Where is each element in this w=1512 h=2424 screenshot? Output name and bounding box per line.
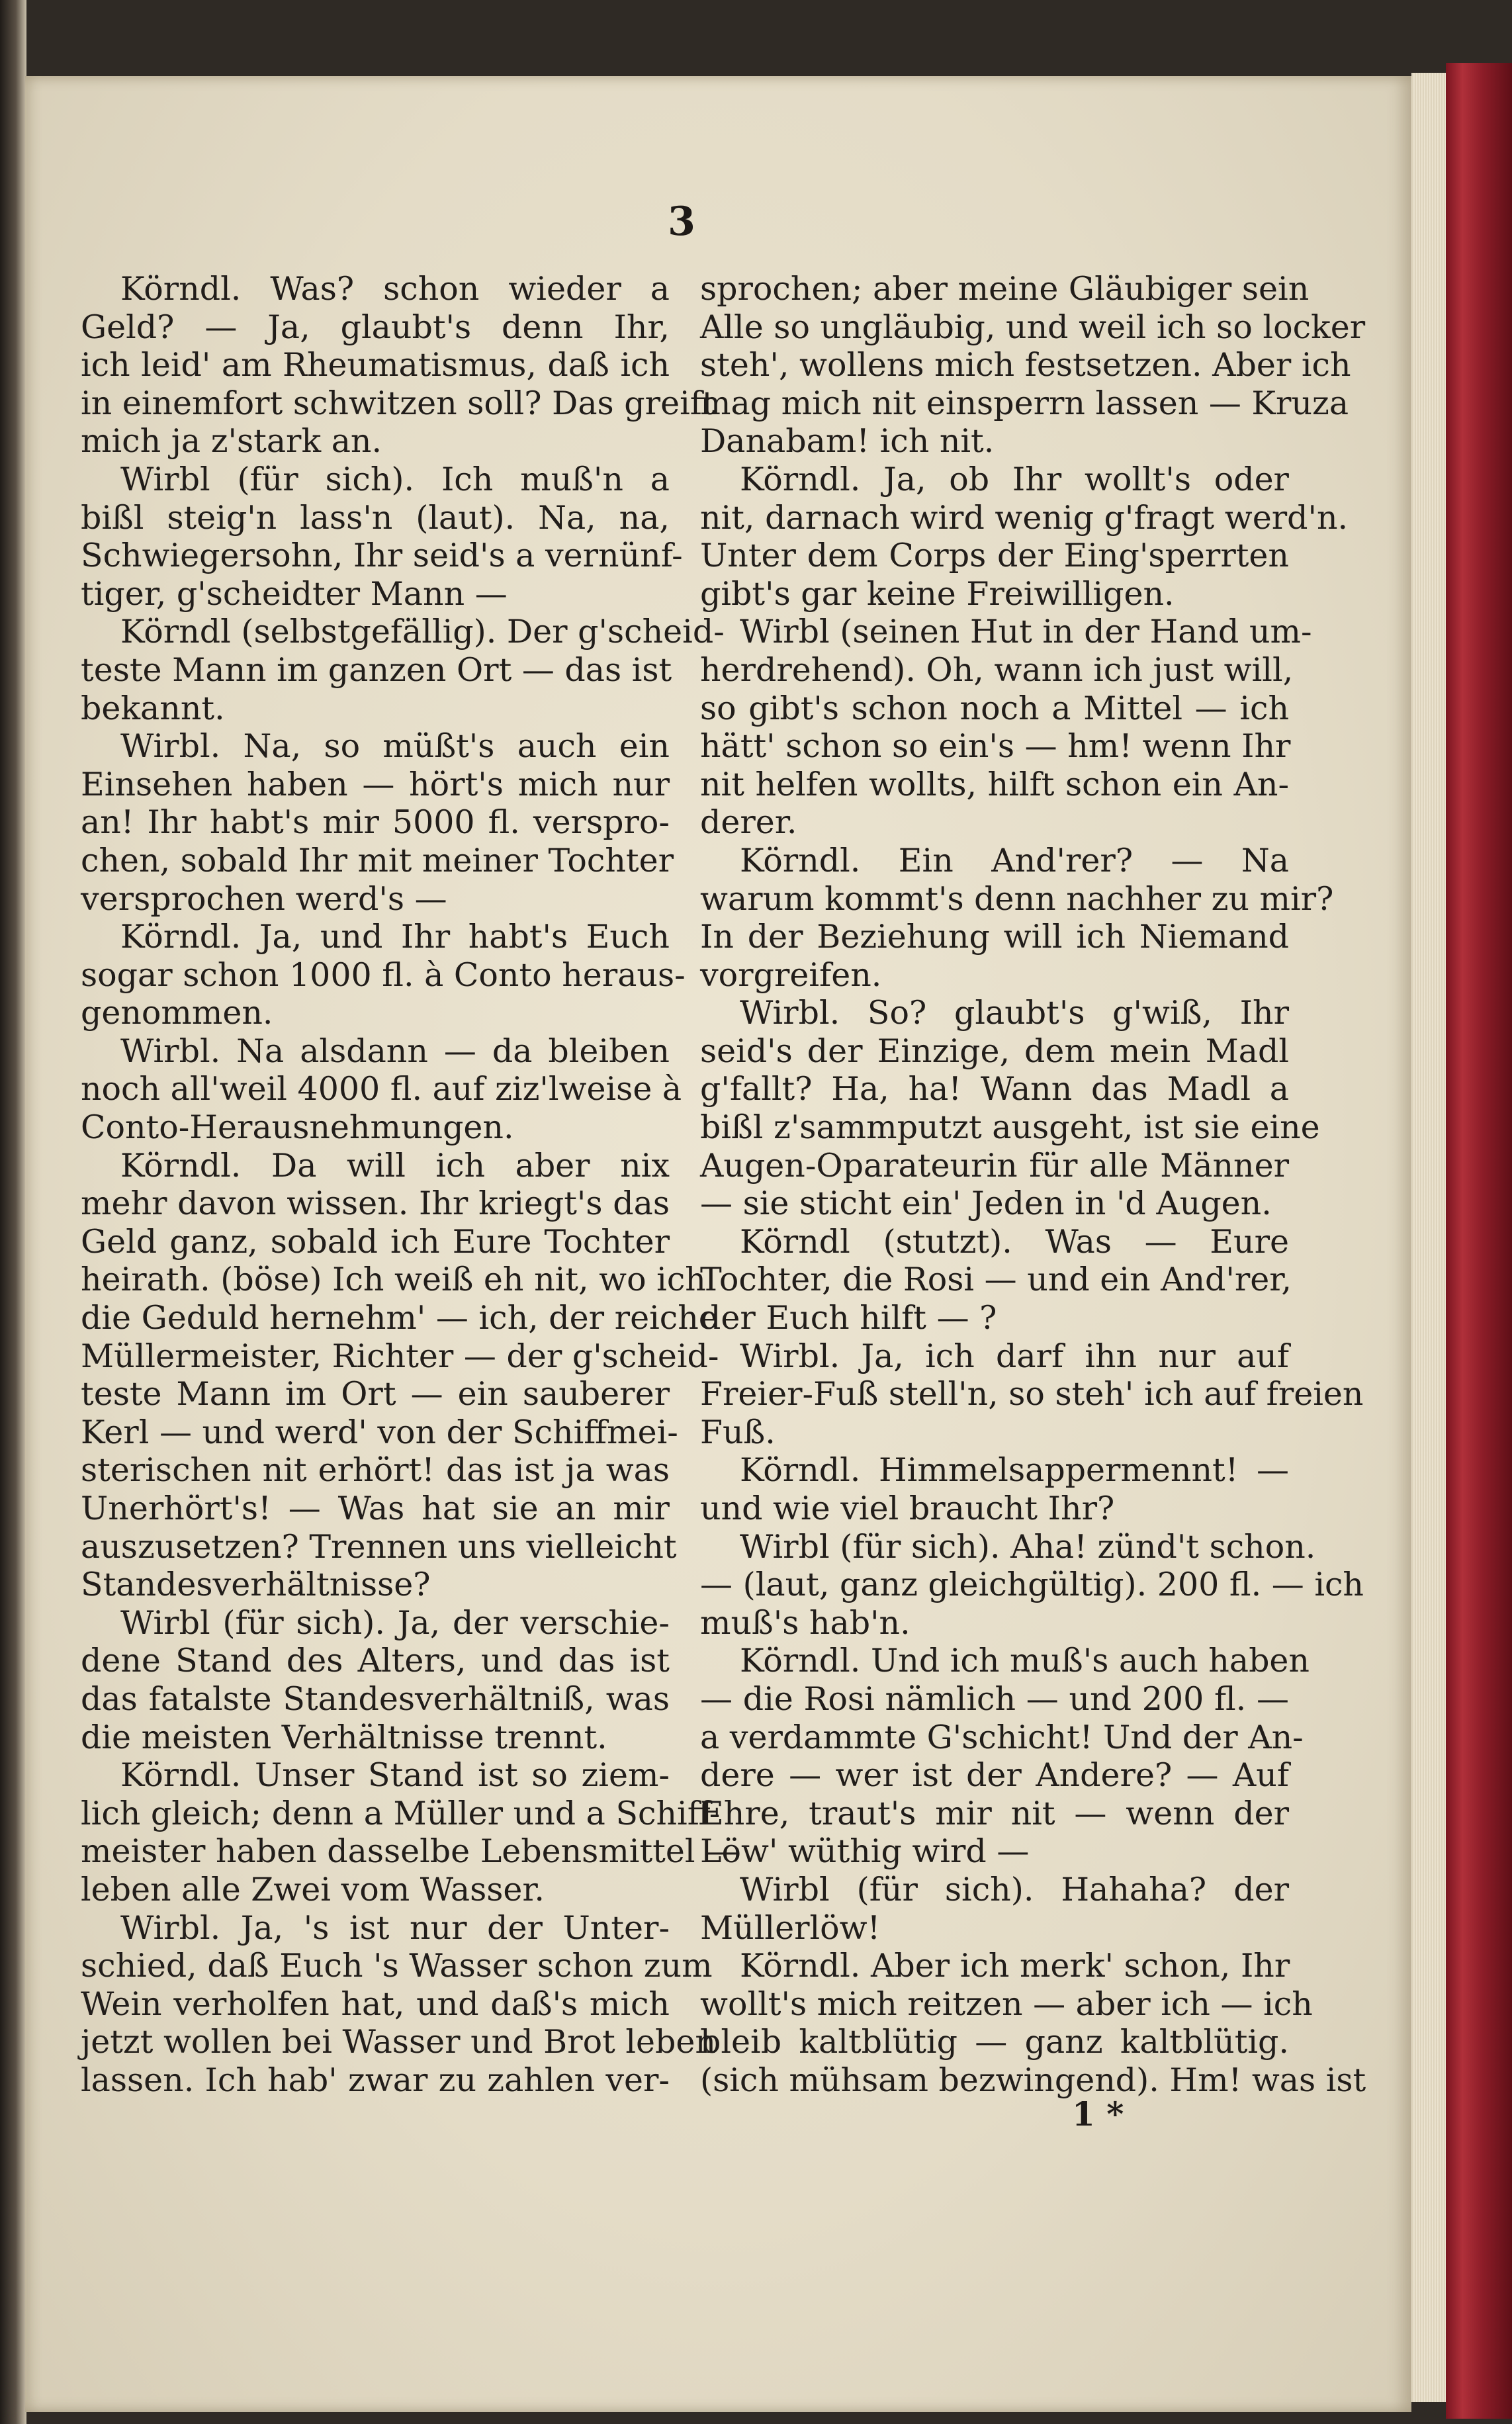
text-line: Körndl (stutzt). Was — Eure — [740, 1222, 1289, 1261]
text-line: Tochter, die Rosi — und ein And'rer, — [700, 1261, 1292, 1299]
text-line: Wirbl (für sich). Hahaha? der — [740, 1870, 1289, 1908]
text-line: leben alle Zwei vom Wasser. — [81, 1870, 545, 1908]
text-line: g'fallt? Ha, ha! Wann das Madl a — [700, 1070, 1289, 1108]
text-line: Wirbl. Ja, ich darf ihn nur auf — [740, 1337, 1289, 1375]
text-line: Wirbl. Na, so müßt's auch ein — [120, 727, 670, 766]
text-line: Alle so ungläubig, und weil ich so locker — [700, 308, 1366, 346]
text-line: Körndl. Da will ich aber nix — [120, 1146, 670, 1185]
text-line: Körndl. Was? schon wieder a — [120, 270, 670, 308]
text-line: Wirbl (seinen Hut in der Hand um- — [740, 613, 1312, 651]
text-line: seid's der Einzige, dem mein Madl — [700, 1032, 1289, 1070]
text-line: Wirbl. Na alsdann — da bleiben — [120, 1032, 670, 1070]
text-line: vorgreifen. — [700, 956, 882, 994]
text-line: Wirbl. Ja, 's ist nur der Unter- — [120, 1908, 670, 1947]
text-line: Körndl. Himmelsappermennt! — — [740, 1451, 1289, 1490]
text-line: lassen. Ich hab' zwar zu zahlen ver- — [81, 2061, 670, 2099]
text-line: a verdammte G'schicht! Und der An- — [700, 1718, 1304, 1756]
page-edges — [1411, 73, 1446, 2402]
text-line: sterischen nit erhört! das ist ja was — [81, 1451, 670, 1490]
text-line: Körndl. Aber ich merk' schon, Ihr — [740, 1947, 1290, 1985]
text-line: Standesverhältnisse? — [81, 1566, 431, 1604]
text-line: noch all'weil 4000 fl. auf ziz'lweise à — [81, 1070, 682, 1108]
text-line: die meisten Verhältnisse trennt. — [81, 1718, 607, 1756]
text-line: der Euch hilft — ? — [700, 1299, 997, 1337]
text-line: Wirbl (für sich). Ja, der verschie- — [120, 1603, 670, 1642]
text-line: Schwiegersohn, Ihr seid's a vernünf- — [81, 537, 683, 575]
text-line: heirath. (böse) Ich weiß eh nit, wo ich — [81, 1261, 706, 1299]
text-line: dere — wer ist der Andere? — Auf — [700, 1756, 1289, 1795]
text-line: Wirbl (für sich). Ich muß'n a — [120, 460, 670, 498]
text-line: Danabam! ich nit. — [700, 422, 995, 461]
text-line: jetzt wollen bei Wasser und Brot leben — [81, 2023, 716, 2061]
text-line: Fuß. — [700, 1413, 776, 1451]
text-line: bißl z'sammputzt ausgeht, ist sie eine — [700, 1108, 1320, 1147]
text-line: bißl steig'n lass'n (laut). Na, na, — [81, 498, 670, 537]
text-line: Körndl. Ja, ob Ihr wollt's oder — [740, 460, 1289, 498]
book-spine-edge — [0, 0, 26, 2424]
text-line: steh', wollens mich festsetzen. Aber ich — [700, 346, 1351, 384]
text-line: Körndl. Und ich muß's auch haben — [740, 1642, 1310, 1680]
text-line: Freier-Fuß stell'n, so steh' ich auf freien — [700, 1375, 1364, 1414]
text-line: — die Rosi nämlich — und 200 fl. — — [700, 1680, 1289, 1718]
text-line: Körndl. Unser Stand ist so ziem- — [120, 1756, 670, 1795]
text-line: Einsehen haben — hört's mich nur — [81, 765, 670, 803]
text-line: chen, sobald Ihr mit meiner Tochter — [81, 841, 674, 879]
text-line: bekannt. — [81, 689, 225, 727]
text-line: ich leid' am Rheumatismus, daß ich — [81, 346, 670, 384]
text-line: mich ja z'stark an. — [81, 422, 382, 461]
text-line: auszusetzen? Trennen uns vielleicht — [81, 1527, 677, 1566]
text-line: Unter dem Corps der Eing'sperrten — [700, 537, 1289, 575]
text-line: genommen. — [81, 994, 273, 1032]
text-line: Wirbl. So? glaubt's g'wiß, Ihr — [740, 994, 1289, 1032]
text-line: schied, daß Euch 's Wasser schon zum — [81, 1947, 713, 1985]
text-line: meister haben dasselbe Lebensmittel — — [81, 1832, 738, 1871]
text-line: an! Ihr habt's mir 5000 fl. verspro- — [81, 803, 670, 842]
text-line: Conto-Herausnehmungen. — [81, 1108, 514, 1147]
text-line: hätt' schon so ein's — hm! wenn Ihr — [700, 727, 1291, 766]
text-line: dene Stand des Alters, und das ist — [81, 1642, 670, 1680]
right-text-column — [700, 270, 1366, 2100]
page-number: 3 — [668, 199, 695, 245]
text-line: versprochen werd's — — [81, 879, 447, 918]
text-line: Körndl. Ja, und Ihr habt's Euch — [120, 918, 670, 956]
text-line: — (laut, ganz gleichgültig). 200 fl. — ich — [700, 1566, 1364, 1604]
red-cover-edge — [1446, 63, 1512, 2419]
text-line: Geld ganz, sobald ich Eure Tochter — [81, 1222, 670, 1261]
text-line: lich gleich; denn a Müller und a Schiff- — [81, 1794, 721, 1832]
text-line: so gibt's schon noch a Mittel — ich — [700, 689, 1289, 727]
printer-signature-mark: 1 * — [1072, 2094, 1124, 2133]
text-line: — sie sticht ein' Jeden in 'd Augen. — [700, 1185, 1272, 1223]
text-line: nit helfen wollts, hilft schon ein An- — [700, 765, 1289, 803]
text-line: Geld? — Ja, glaubt's denn Ihr, — [81, 308, 670, 346]
text-line: Müllerlöw! — [700, 1908, 881, 1947]
text-line: Kerl — und werd' von der Schiffmei- — [81, 1413, 678, 1451]
text-line: in einemfort schwitzen soll? Das greift — [81, 384, 715, 422]
text-line: das fatalste Standesverhältniß, was — [81, 1680, 670, 1718]
text-line: (sich mühsam bezwingend). Hm! was ist — [700, 2061, 1366, 2099]
text-line: herdrehend). Oh, wann ich just will, — [700, 651, 1294, 689]
text-line: teste Mann im Ort — ein sauberer — [81, 1375, 670, 1414]
text-line: teste Mann im ganzen Ort — das ist — [81, 651, 672, 689]
text-line: gibt's gar keine Freiwilligen. — [700, 574, 1175, 613]
text-line: tiger, g'scheidter Mann — — [81, 574, 508, 613]
text-line: Ehre, traut's mir nit — wenn der — [700, 1794, 1289, 1832]
text-line: die Geduld hernehm' — ich, der reiche — [81, 1299, 718, 1337]
text-line: Müllermeister, Richter — der g'scheid- — [81, 1337, 719, 1375]
text-line: Augen-Oparateurin für alle Männer — [700, 1146, 1289, 1185]
text-line: nit, darnach wird wenig g'fragt werd'n. — [700, 498, 1349, 537]
text-line: Wein verholfen hat, und daß's mich — [81, 1985, 670, 2023]
text-line: In der Beziehung will ich Niemand — [700, 918, 1289, 956]
text-line: bleib kaltblütig — ganz kaltblütig. — [700, 2023, 1289, 2061]
text-line: mag mich nit einsperrn lassen — Kruza — [700, 384, 1349, 422]
text-line: wollt's mich reitzen — aber ich — ich — [700, 1985, 1313, 2023]
text-line: muß's hab'n. — [700, 1603, 911, 1642]
text-line: und wie viel braucht Ihr? — [700, 1490, 1115, 1527]
text-line: Wirbl (für sich). Aha! zünd't schon. — [740, 1527, 1316, 1566]
text-line: Unerhört's! — Was hat sie an mir — [81, 1490, 670, 1527]
text-line: sprochen; aber meine Gläubiger sein — [700, 270, 1310, 308]
text-line: mehr davon wissen. Ihr kriegt's das — [81, 1185, 670, 1223]
text-line: Löw' wüthig wird — — [700, 1832, 1030, 1871]
text-line: Körndl. Ein And'rer? — Na — [740, 841, 1289, 879]
text-line: derer. — [700, 803, 797, 842]
text-line: warum kommt's denn nachher zu mir? — [700, 879, 1334, 918]
text-line: Körndl (selbstgefällig). Der g'scheid- — [120, 613, 725, 651]
text-line: sogar schon 1000 fl. à Conto heraus- — [81, 956, 686, 994]
